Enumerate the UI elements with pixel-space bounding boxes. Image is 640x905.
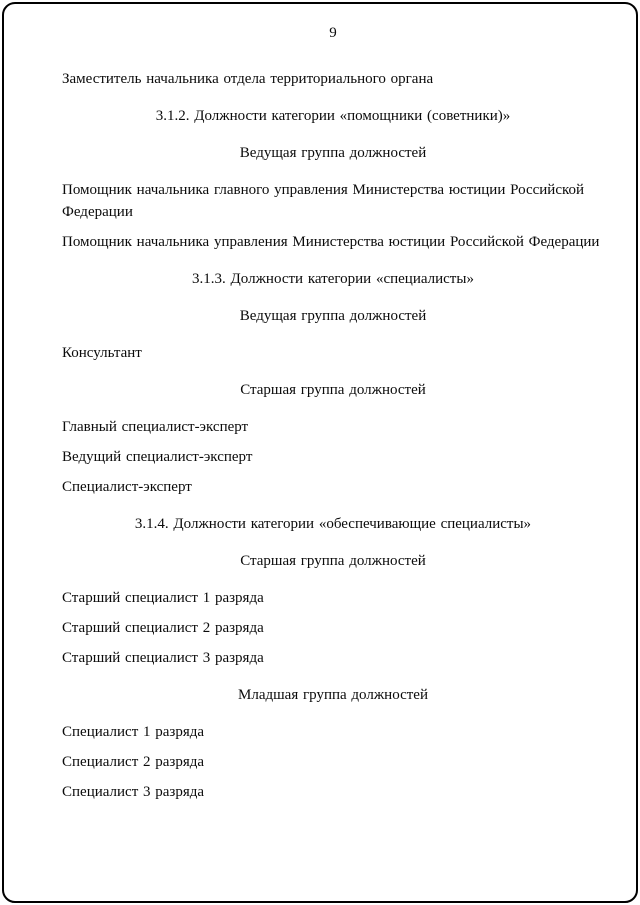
section-heading: 3.1.3. Должности категории «специалисты»	[192, 271, 474, 287]
group-heading: Старшая группа должностей	[240, 382, 426, 398]
paragraph: Главный специалист-эксперт	[62, 419, 249, 435]
group-heading: Младшая группа должностей	[238, 687, 428, 703]
paragraph: Старший специалист 2 разряда	[62, 620, 264, 636]
page-number: 9	[329, 25, 337, 41]
group-heading: Старшая группа должностей	[240, 553, 426, 569]
paragraph: Специалист 3 разряда	[62, 784, 205, 800]
paragraph: Ведущий специалист-эксперт	[62, 449, 253, 465]
paragraph: Специалист 1 разряда	[62, 724, 205, 740]
paragraph: Консультант	[62, 345, 142, 361]
group-heading: Ведущая группа должностей	[239, 308, 427, 324]
paragraph: Помощник начальника управления Министерства юстиции Российской Федерации	[62, 234, 600, 250]
paragraph: Специалист-эксперт	[62, 479, 192, 495]
paragraph: Старший специалист 1 разряда	[62, 590, 264, 606]
paragraph: Помощник начальника главного управления Министерства юстиции Российской Федерации	[62, 182, 585, 220]
section-heading: 3.1.2. Должности категории «помощники (советники)»	[155, 108, 511, 124]
paragraph: Заместитель начальника отдела территориального органа	[62, 71, 434, 87]
paragraph: Специалист 2 разряда	[62, 754, 205, 770]
section-heading: 3.1.4. Должности категории «обеспечивающие специалисты»	[134, 516, 532, 532]
paragraph: Старший специалист 3 разряда	[62, 650, 264, 666]
document-body	[62, 68, 604, 803]
group-heading: Ведущая группа должностей	[239, 145, 427, 161]
